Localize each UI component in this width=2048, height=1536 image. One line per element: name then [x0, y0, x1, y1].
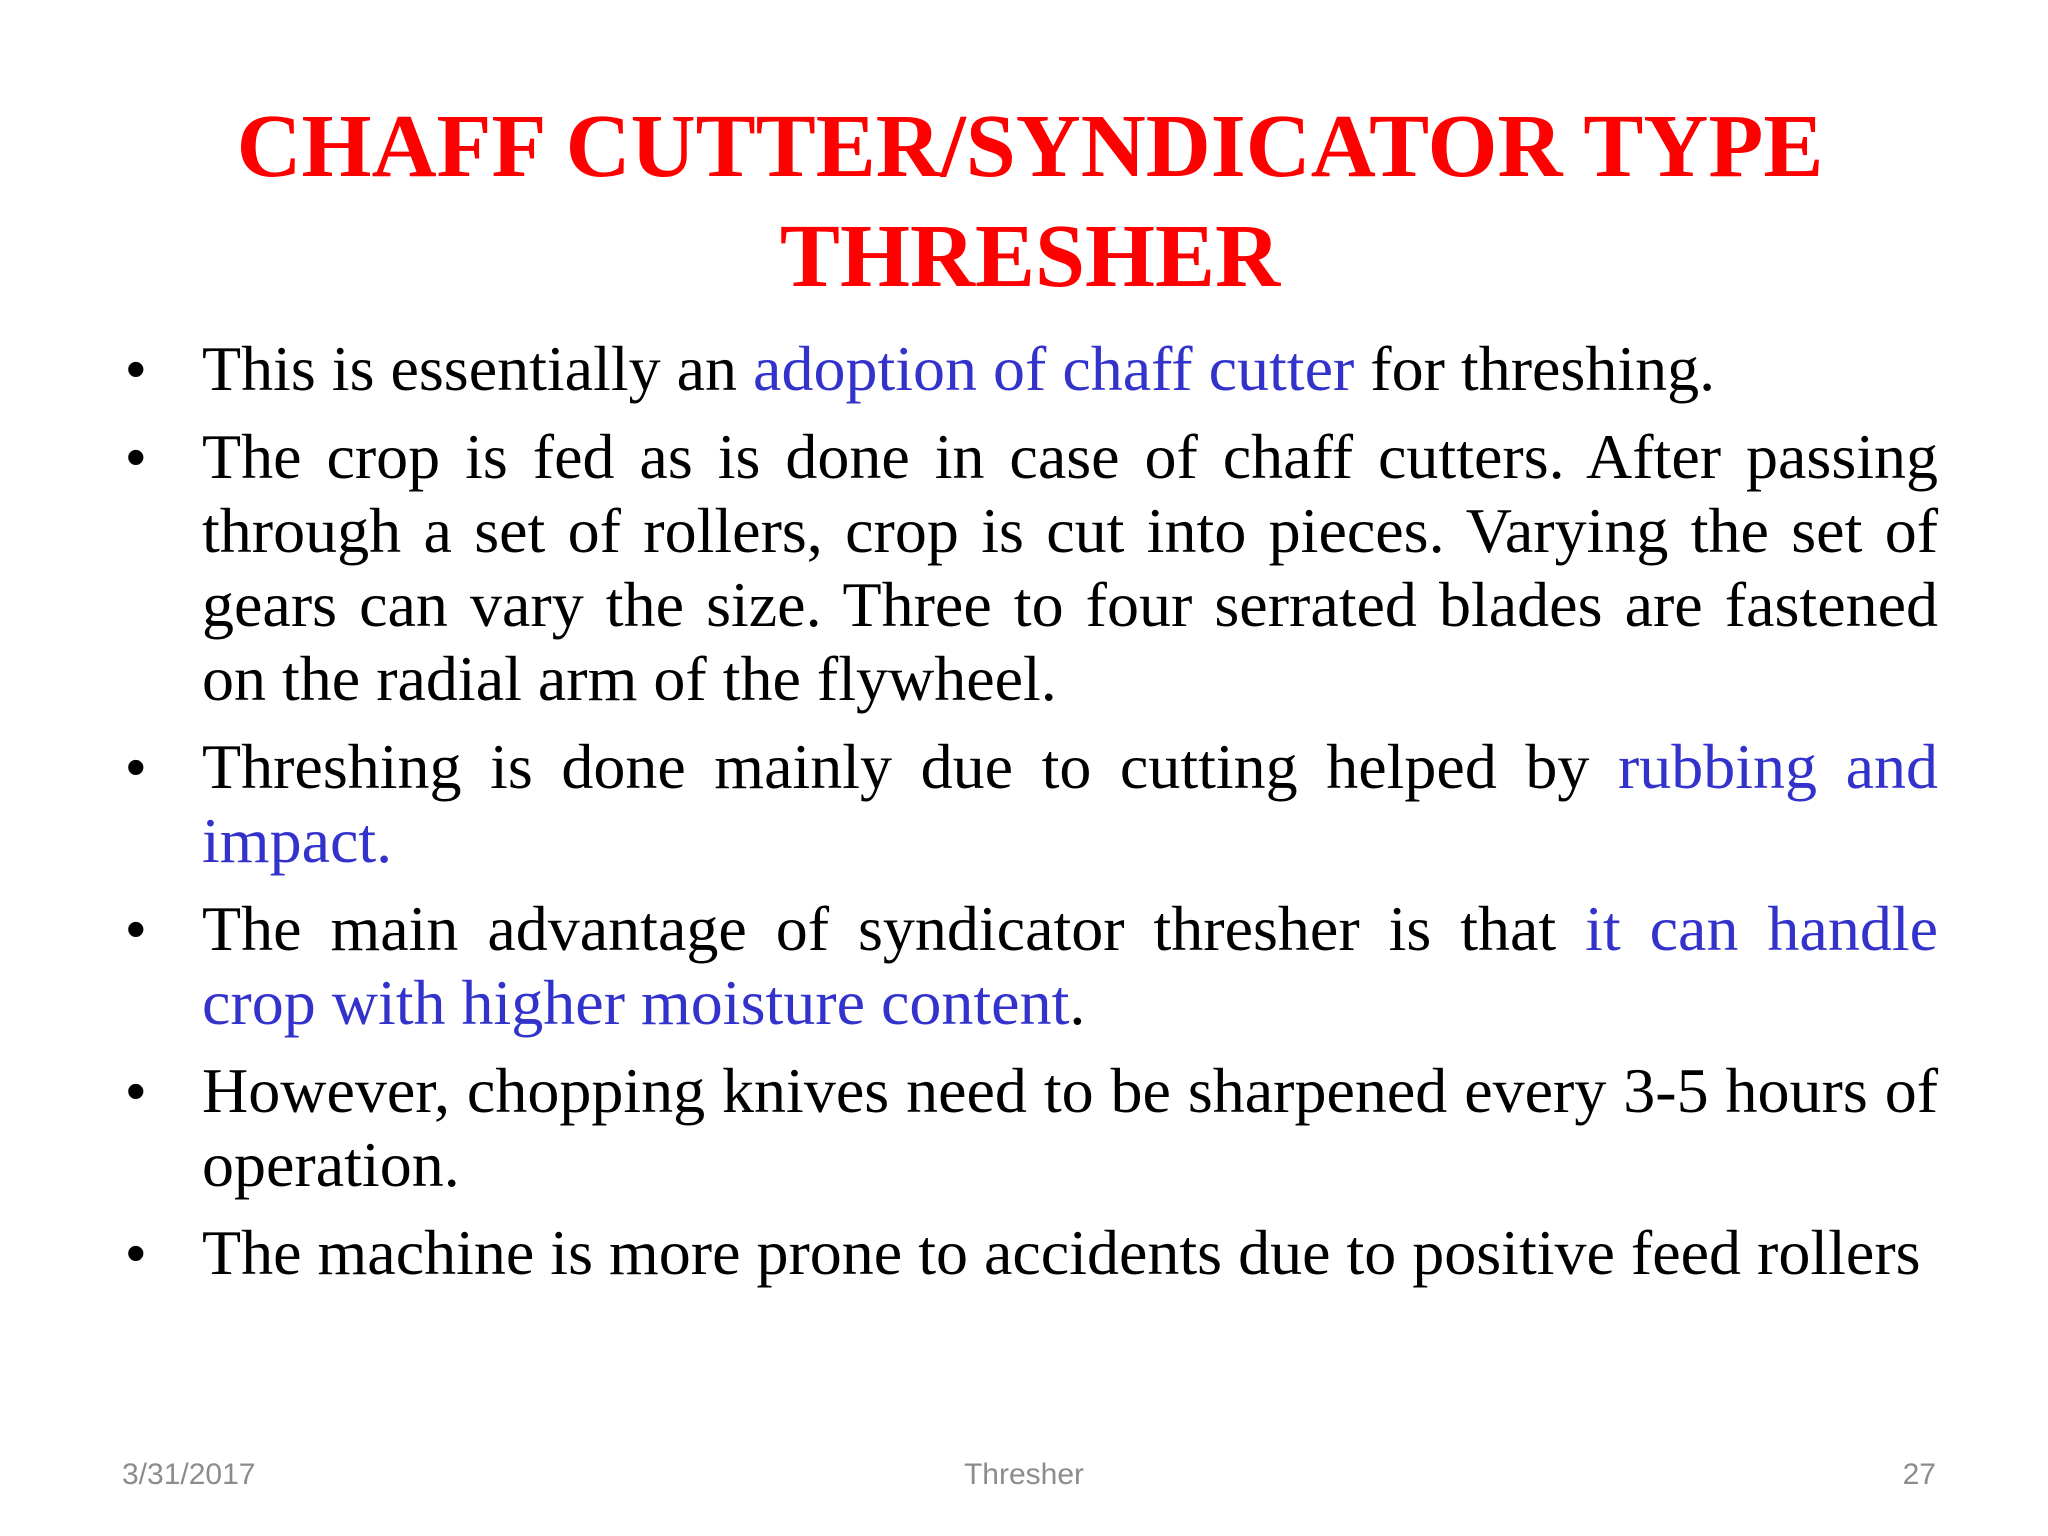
bullet-text: The crop is fed as is done in case of chaff cutters. After passing through a set of rollers, crop is cut into pieces. Varying the set of gears can vary the size. Three to four serrated blades are fastened on the radial arm of the flywheel.: [202, 421, 1938, 714]
bullet-text: The main advantage of syndicator thresher is that: [202, 893, 1586, 964]
slide-title: [150, 92, 1910, 312]
bullet-icon: •: [126, 897, 146, 960]
bullet-item-3: [118, 730, 1938, 878]
bullet-icon: •: [126, 1059, 146, 1122]
footer-page-number: 27: [1902, 1458, 1936, 1491]
bullet-item-1: [118, 332, 1938, 406]
bullet-item-2: [118, 420, 1938, 716]
bullet-text: .: [1069, 967, 1086, 1038]
bullet-icon: •: [126, 337, 146, 400]
bullet-text: Threshing is done mainly due to cutting helped by: [202, 731, 1618, 802]
bullet-highlight: rubbing and impact.: [202, 731, 1938, 876]
slide-title-line-1: CHAFF CUTTER/SYNDICATOR TYPE: [236, 97, 1824, 196]
bullet-list: [118, 332, 1938, 1304]
bullet-text: The machine is more prone to accidents due to positive feed rollers: [202, 1217, 1921, 1288]
bullet-highlight: it can handle crop with higher moisture content: [202, 893, 1939, 1038]
bullet-item-6: [118, 1216, 1938, 1290]
footer-date: 3/31/2017: [122, 1458, 256, 1491]
bullet-icon: •: [126, 735, 146, 798]
bullet-icon: •: [126, 1221, 146, 1284]
slide-title-line-2: THRESHER: [779, 207, 1281, 306]
bullet-text: However, chopping knives need to be sharpened every 3-5 hours of operation.: [202, 1055, 1938, 1200]
bullet-highlight: adoption of chaff cutter: [753, 333, 1355, 404]
bullet-text: for threshing.: [1354, 333, 1716, 404]
bullet-icon: •: [126, 425, 146, 488]
bullet-item-5: [118, 1054, 1938, 1202]
footer-title: Thresher: [963, 1458, 1085, 1491]
bullet-text: This is essentially an: [202, 333, 754, 404]
bullet-item-4: [118, 892, 1938, 1040]
